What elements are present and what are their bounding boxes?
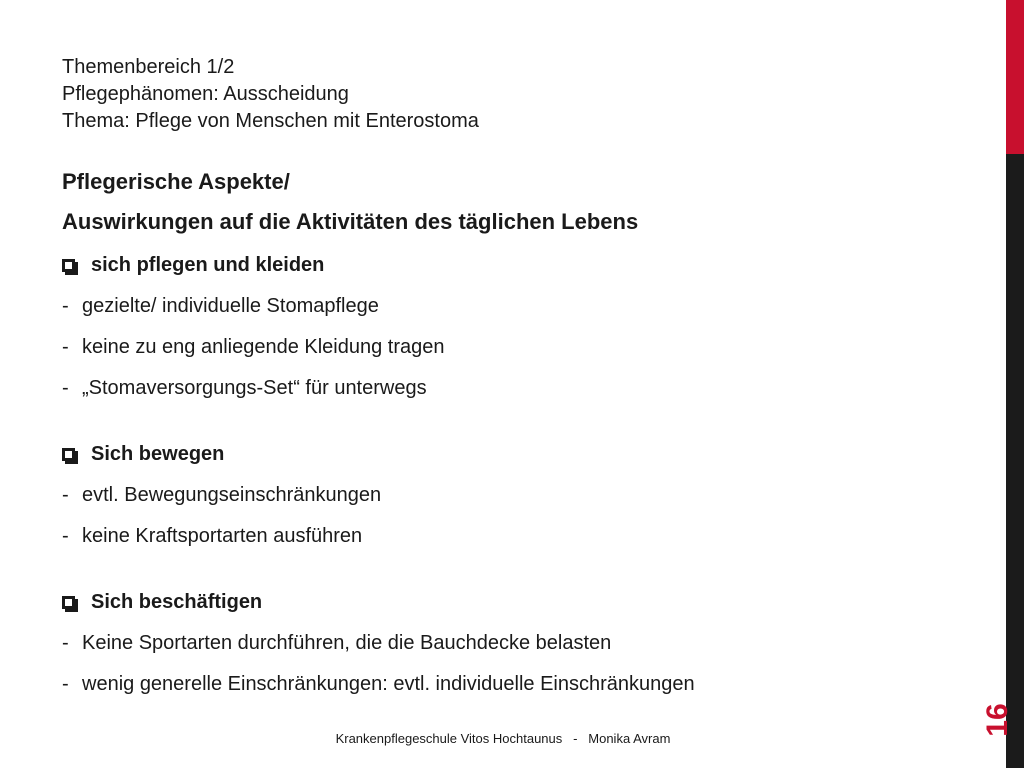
list-item — [62, 631, 982, 655]
slide-header — [62, 54, 479, 135]
dash-marker: - — [62, 336, 69, 358]
square-bullet-icon — [62, 596, 75, 609]
list-item-text: gezielte/ individuelle Stomapflege — [82, 295, 379, 317]
square-bullet-icon — [62, 448, 75, 461]
list-item-text: keine zu eng anliegende Kleidung tragen — [82, 336, 445, 358]
square-bullet-icon — [62, 259, 75, 272]
section-title-text: Sich beschäftigen — [91, 591, 263, 613]
header-line-theme: Thema: Pflege von Menschen mit Enterostoma — [62, 110, 479, 132]
dash-marker: - — [62, 673, 69, 695]
dash-marker: - — [62, 377, 69, 399]
list-item — [62, 672, 982, 696]
section-title-occupation — [62, 590, 982, 614]
list-item — [62, 524, 982, 548]
list-item — [62, 335, 982, 359]
list-item — [62, 294, 982, 318]
list-item-text: keine Kraftsportarten ausführen — [82, 525, 363, 547]
header-line-topic-area: Themenbereich 1/2 — [62, 56, 235, 78]
list-item-text: wenig generelle Einschränkungen: evtl. individuelle Einschränkungen — [82, 673, 695, 695]
accent-bar-black — [1006, 154, 1024, 768]
list-item-text: evtl. Bewegungseinschränkungen — [82, 484, 382, 506]
section-title-text: Sich bewegen — [91, 443, 225, 465]
slide-number: 16 — [981, 703, 1014, 737]
section-title-care-dressing — [62, 253, 982, 277]
footer-text: Krankenpflegeschule Vitos Hochtaunus - Monika Avram — [335, 731, 671, 746]
dash-marker: - — [62, 295, 69, 317]
dash-marker: - — [62, 484, 69, 506]
list-item-text: „Stomaversorgungs-Set“ für unterwegs — [82, 377, 427, 399]
dash-marker: - — [62, 525, 69, 547]
accent-bar-red — [1006, 0, 1024, 154]
dash-marker: - — [62, 632, 69, 654]
slide-content — [62, 163, 982, 696]
list-item — [62, 376, 982, 400]
slide-footer — [0, 731, 1006, 747]
heading-nursing-aspects: Pflegerische Aspekte/ — [62, 169, 290, 194]
list-item — [62, 483, 982, 507]
header-line-phenomenon: Pflegephänomen: Ausscheidung — [62, 83, 349, 105]
list-item-text: Keine Sportarten durchführen, die die Bauchdecke belasten — [82, 632, 612, 654]
section-title-text: sich pflegen und kleiden — [91, 254, 325, 276]
heading-daily-living-effects: Auswirkungen auf die Aktivitäten des täglichen Lebens — [62, 209, 639, 234]
section-title-moving — [62, 442, 982, 466]
